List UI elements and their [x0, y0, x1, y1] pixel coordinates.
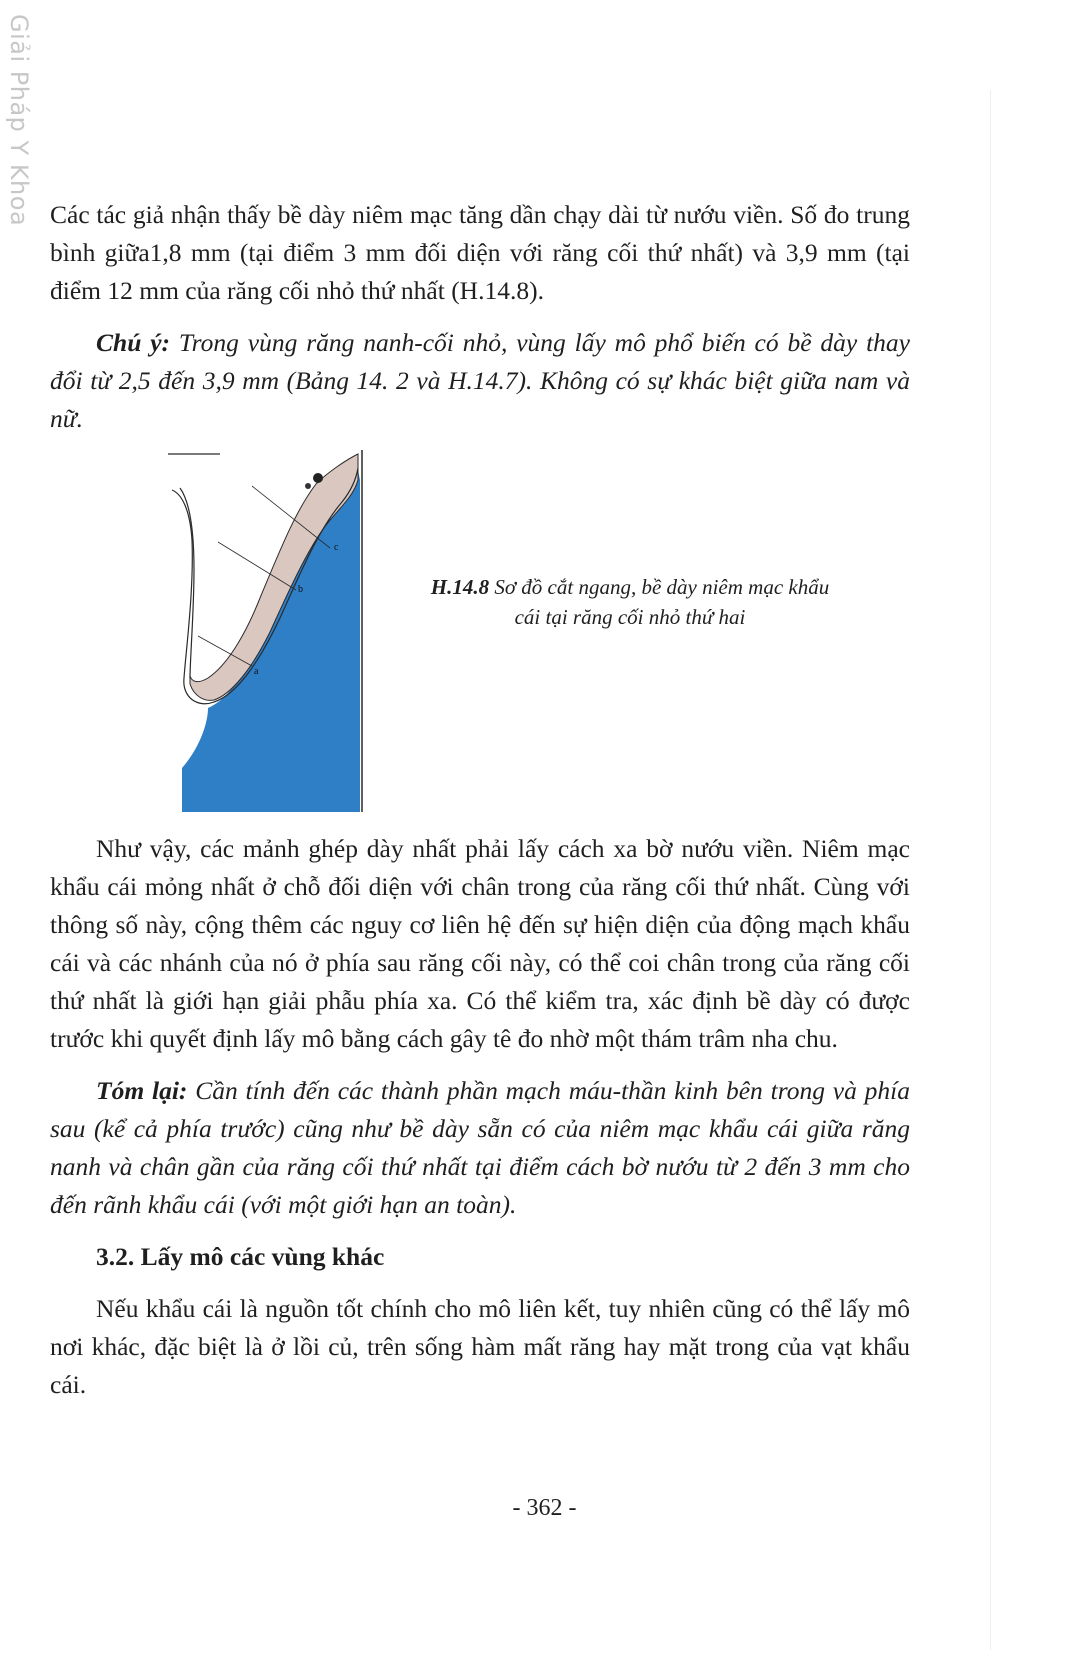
label-b: b: [298, 584, 303, 595]
paragraph-note: [50, 324, 910, 438]
page-edge-line: [990, 90, 991, 1650]
figure-diagram: [168, 450, 378, 812]
caption-label: H.14.8: [430, 575, 490, 599]
paragraph-other-sites: Nếu khẩu cái là nguồn tốt chính cho mô liên kết, tuy nhiên cũng có thể lấy mô nơi khác, đặc biệt là ở lồi củ, trên sống hàm mất răng hay mặt trong của vạt khẩu cái.: [50, 1294, 910, 1399]
paragraph-summary: [50, 1072, 910, 1224]
section-heading: 3.2. Lấy mô các vùng khác: [96, 1242, 385, 1271]
vessel-dot-small: [305, 483, 311, 489]
label-a: a: [254, 666, 259, 677]
note-label: Chú ý:: [96, 328, 171, 357]
page-content: [50, 196, 910, 1404]
label-c: c: [334, 542, 339, 553]
cross-section-diagram: [168, 450, 378, 812]
summary-text: Cần tính đến các thành phần mạch máu-thần kinh bên trong và phía sau (kể cả phía trước) cũng như bề dày sẵn có của niêm mạc khẩu cái giữa răng nanh và chân gần của răng cối thứ nhất tại điểm cách bờ nướu từ 2 đến 3 mm cho đến rãnh khẩu cái (với một giới hạn an toàn).: [50, 1076, 910, 1219]
page-number: - 362 -: [512, 1495, 577, 1521]
vessel-dot: [313, 473, 323, 483]
paragraph-conclusion: Như vậy, các mảnh ghép dày nhất phải lấy cách xa bờ nướu viền. Niêm mạc khẩu cái mỏng nhất ở chỗ đối diện với chân trong của răng cối thứ nhất. Cùng với thông số này, cộng thêm các nguy cơ liên hệ đến sự hiện diện của động mạch khẩu cái và các nhánh của nó ở phía sau răng cối này, có thể coi chân trong của răng cối thứ nhất là giới hạn giải phẫu phía xa. Có thể kiểm tra, xác định bề dày có được trước khi quyết định lấy mô bằng cách gây tê đo nhờ một thám trâm nha chu.: [50, 834, 910, 1053]
watermark-text: Giải Pháp Y Khoa: [5, 14, 33, 227]
summary-label: Tóm lại:: [96, 1076, 188, 1105]
note-text: Trong vùng răng nanh-cối nhỏ, vùng lấy mô phổ biến có bề dày thay đổi từ 2,5 đến 3,9 mm (Bảng 14. 2 và H.14.7). Không có sự khác biệt giữa nam và nữ.: [50, 328, 910, 433]
caption-text: Sơ đồ cắt ngang, bề dày niêm mạc khẩu cái tại răng cối nhỏ thứ hai: [489, 575, 830, 629]
figure-14-8: [50, 442, 910, 814]
paragraph-thickness: Các tác giả nhận thấy bề dày niêm mạc tăng dần chạy dài từ nướu viền. Số đo trung bình giữa1,8 mm (tại điểm 3 mm đối diện với răng cối thứ nhất) và 3,9 mm (tại điểm 12 mm của răng cối nhỏ thứ nhất (H.14.8).: [50, 200, 910, 305]
figure-caption: [420, 572, 840, 632]
